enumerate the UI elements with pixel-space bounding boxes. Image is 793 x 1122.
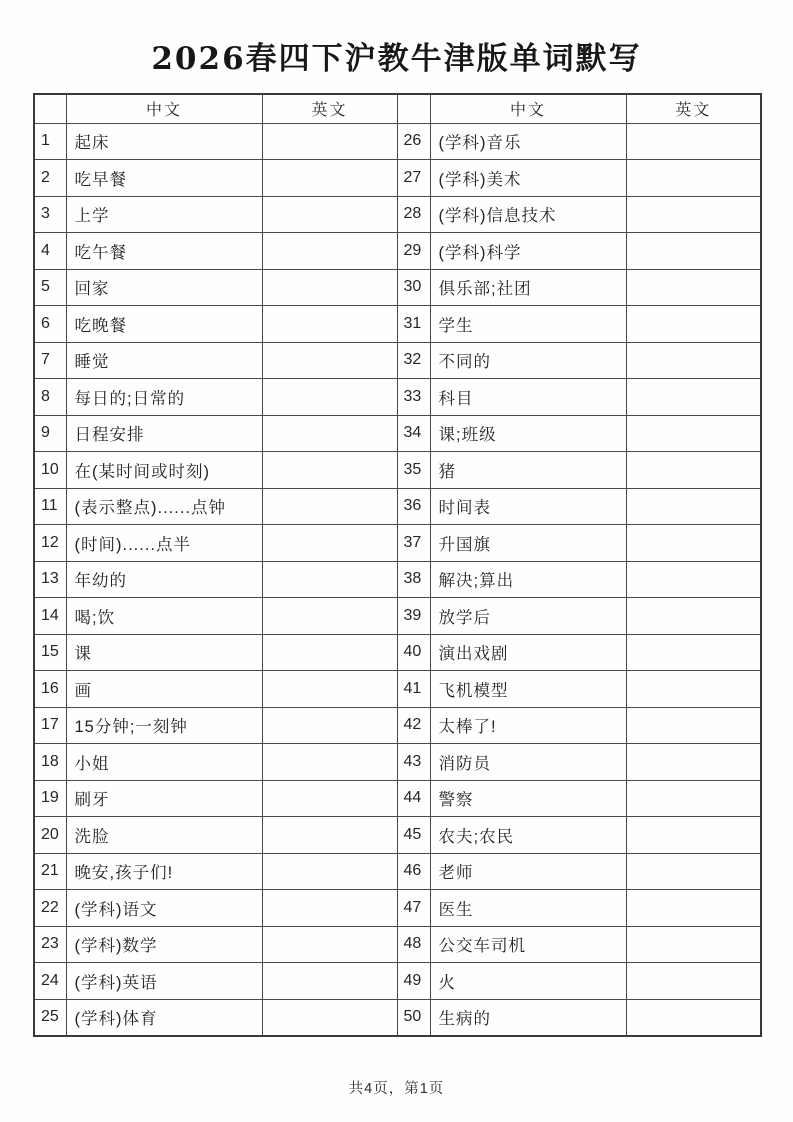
english-answer-blank <box>626 233 761 270</box>
row-number: 38 <box>397 561 430 598</box>
english-answer-blank <box>626 853 761 890</box>
english-answer-blank <box>262 123 397 160</box>
table-row <box>34 707 761 744</box>
table-row <box>34 123 761 160</box>
chinese-term: (表示整点)......点钟 <box>66 488 262 525</box>
chinese-term: 上学 <box>66 196 262 233</box>
row-number: 44 <box>397 780 430 817</box>
header-row <box>34 94 761 123</box>
english-answer-blank <box>262 452 397 489</box>
table-row <box>34 196 761 233</box>
english-answer-blank <box>262 671 397 708</box>
chinese-term: 小姐 <box>66 744 262 781</box>
chinese-term: 火 <box>430 963 626 1000</box>
english-answer-blank <box>262 342 397 379</box>
table-row <box>34 306 761 343</box>
chinese-term: 演出戏剧 <box>430 634 626 671</box>
row-number: 12 <box>34 525 66 562</box>
chinese-term: 刷牙 <box>66 780 262 817</box>
row-number: 21 <box>34 853 66 890</box>
english-answer-blank <box>262 744 397 781</box>
header-english-right: 英文 <box>626 94 761 123</box>
english-answer-blank <box>626 963 761 1000</box>
row-number: 35 <box>397 452 430 489</box>
chinese-term: (时间)......点半 <box>66 525 262 562</box>
english-answer-blank <box>626 342 761 379</box>
row-number: 25 <box>34 999 66 1036</box>
english-answer-blank <box>626 780 761 817</box>
row-number: 49 <box>397 963 430 1000</box>
english-answer-blank <box>262 817 397 854</box>
english-answer-blank <box>626 561 761 598</box>
chinese-term: 农夫;农民 <box>430 817 626 854</box>
english-answer-blank <box>262 488 397 525</box>
vocab-table <box>33 93 762 1037</box>
table-row <box>34 744 761 781</box>
table-row <box>34 598 761 635</box>
chinese-term: 起床 <box>66 123 262 160</box>
english-answer-blank <box>262 780 397 817</box>
row-number: 20 <box>34 817 66 854</box>
table-row <box>34 926 761 963</box>
chinese-term: 回家 <box>66 269 262 306</box>
english-answer-blank <box>262 963 397 1000</box>
chinese-term: 睡觉 <box>66 342 262 379</box>
row-number: 47 <box>397 890 430 927</box>
table-row <box>34 160 761 197</box>
chinese-term: (学科)体育 <box>66 999 262 1036</box>
english-answer-blank <box>262 634 397 671</box>
english-answer-blank <box>626 634 761 671</box>
row-number: 40 <box>397 634 430 671</box>
table-row <box>34 780 761 817</box>
row-number: 50 <box>397 999 430 1036</box>
table-row <box>34 342 761 379</box>
row-number: 28 <box>397 196 430 233</box>
chinese-term: 不同的 <box>430 342 626 379</box>
chinese-term: 学生 <box>430 306 626 343</box>
row-number: 22 <box>34 890 66 927</box>
english-answer-blank <box>626 817 761 854</box>
row-number: 11 <box>34 488 66 525</box>
row-number: 39 <box>397 598 430 635</box>
table-row <box>34 634 761 671</box>
chinese-term: 年幼的 <box>66 561 262 598</box>
chinese-term: 晚安,孩子们! <box>66 853 262 890</box>
english-answer-blank <box>626 744 761 781</box>
row-number: 36 <box>397 488 430 525</box>
chinese-term: 放学后 <box>430 598 626 635</box>
table-row <box>34 999 761 1036</box>
table-row <box>34 963 761 1000</box>
english-answer-blank <box>262 269 397 306</box>
row-number: 33 <box>397 379 430 416</box>
row-number: 26 <box>397 123 430 160</box>
chinese-term: 每日的;日常的 <box>66 379 262 416</box>
english-answer-blank <box>626 306 761 343</box>
chinese-term: (学科)科学 <box>430 233 626 270</box>
chinese-term: (学科)数学 <box>66 926 262 963</box>
table-row <box>34 525 761 562</box>
row-number: 34 <box>397 415 430 452</box>
row-number: 7 <box>34 342 66 379</box>
english-answer-blank <box>626 488 761 525</box>
english-answer-blank <box>626 196 761 233</box>
row-number: 3 <box>34 196 66 233</box>
english-answer-blank <box>626 160 761 197</box>
row-number: 6 <box>34 306 66 343</box>
english-answer-blank <box>262 525 397 562</box>
chinese-term: 吃晚餐 <box>66 306 262 343</box>
english-answer-blank <box>626 415 761 452</box>
chinese-term: 猪 <box>430 452 626 489</box>
chinese-term: 喝;饮 <box>66 598 262 635</box>
chinese-term: 洗脸 <box>66 817 262 854</box>
english-answer-blank <box>626 598 761 635</box>
table-row <box>34 561 761 598</box>
english-answer-blank <box>626 379 761 416</box>
row-number: 32 <box>397 342 430 379</box>
header-chinese-right: 中文 <box>430 94 626 123</box>
row-number: 9 <box>34 415 66 452</box>
row-number: 37 <box>397 525 430 562</box>
chinese-term: 课;班级 <box>430 415 626 452</box>
chinese-term: 日程安排 <box>66 415 262 452</box>
header-num-right <box>397 94 430 123</box>
english-answer-blank <box>262 707 397 744</box>
chinese-term: 吃早餐 <box>66 160 262 197</box>
row-number: 5 <box>34 269 66 306</box>
english-answer-blank <box>262 890 397 927</box>
row-number: 18 <box>34 744 66 781</box>
row-number: 30 <box>397 269 430 306</box>
row-number: 2 <box>34 160 66 197</box>
english-answer-blank <box>626 890 761 927</box>
chinese-term: (学科)美术 <box>430 160 626 197</box>
english-answer-blank <box>626 926 761 963</box>
english-answer-blank <box>626 707 761 744</box>
chinese-term: (学科)语文 <box>66 890 262 927</box>
chinese-term: (学科)信息技术 <box>430 196 626 233</box>
row-number: 23 <box>34 926 66 963</box>
chinese-term: 时间表 <box>430 488 626 525</box>
english-answer-blank <box>626 525 761 562</box>
english-answer-blank <box>262 598 397 635</box>
row-number: 46 <box>397 853 430 890</box>
english-answer-blank <box>626 452 761 489</box>
row-number: 1 <box>34 123 66 160</box>
row-number: 13 <box>34 561 66 598</box>
english-answer-blank <box>626 999 761 1036</box>
row-number: 29 <box>397 233 430 270</box>
page-title: 2026春四下沪教牛津版单词默写 <box>151 41 642 77</box>
english-answer-blank <box>262 160 397 197</box>
row-number: 43 <box>397 744 430 781</box>
chinese-term: 画 <box>66 671 262 708</box>
row-number: 16 <box>34 671 66 708</box>
table-row <box>34 233 761 270</box>
table-row <box>34 269 761 306</box>
chinese-term: 课 <box>66 634 262 671</box>
table-row <box>34 853 761 890</box>
table-row <box>34 817 761 854</box>
chinese-term: 俱乐部;社团 <box>430 269 626 306</box>
english-answer-blank <box>626 269 761 306</box>
table-row <box>34 452 761 489</box>
row-number: 15 <box>34 634 66 671</box>
row-number: 24 <box>34 963 66 1000</box>
chinese-term: 医生 <box>430 890 626 927</box>
english-answer-blank <box>262 196 397 233</box>
english-answer-blank <box>626 671 761 708</box>
row-number: 48 <box>397 926 430 963</box>
chinese-term: 消防员 <box>430 744 626 781</box>
table-row <box>34 415 761 452</box>
english-answer-blank <box>262 306 397 343</box>
row-number: 17 <box>34 707 66 744</box>
chinese-term: 公交车司机 <box>430 926 626 963</box>
chinese-term: 科目 <box>430 379 626 416</box>
english-answer-blank <box>262 233 397 270</box>
chinese-term: 吃午餐 <box>66 233 262 270</box>
english-answer-blank <box>262 379 397 416</box>
chinese-term: 解决;算出 <box>430 561 626 598</box>
english-answer-blank <box>262 853 397 890</box>
chinese-term: 生病的 <box>430 999 626 1036</box>
table-row <box>34 488 761 525</box>
table-row <box>34 671 761 708</box>
row-number: 31 <box>397 306 430 343</box>
row-number: 10 <box>34 452 66 489</box>
row-number: 45 <box>397 817 430 854</box>
row-number: 42 <box>397 707 430 744</box>
header-chinese-left: 中文 <box>66 94 262 123</box>
chinese-term: 警察 <box>430 780 626 817</box>
english-answer-blank <box>262 561 397 598</box>
chinese-term: 飞机模型 <box>430 671 626 708</box>
chinese-term: 15分钟;一刻钟 <box>66 707 262 744</box>
chinese-term: (学科)英语 <box>66 963 262 1000</box>
chinese-term: (学科)音乐 <box>430 123 626 160</box>
row-number: 8 <box>34 379 66 416</box>
row-number: 19 <box>34 780 66 817</box>
english-answer-blank <box>262 926 397 963</box>
row-number: 4 <box>34 233 66 270</box>
english-answer-blank <box>262 999 397 1036</box>
page-footer: 共4页，第1页 <box>348 1081 445 1097</box>
row-number: 27 <box>397 160 430 197</box>
chinese-term: 升国旗 <box>430 525 626 562</box>
table-row <box>34 890 761 927</box>
chinese-term: 老师 <box>430 853 626 890</box>
chinese-term: 在(某时间或时刻) <box>66 452 262 489</box>
english-answer-blank <box>626 123 761 160</box>
english-answer-blank <box>262 415 397 452</box>
table-body <box>34 123 761 1036</box>
header-english-left: 英文 <box>262 94 397 123</box>
row-number: 41 <box>397 671 430 708</box>
header-num-left <box>34 94 66 123</box>
chinese-term: 太棒了! <box>430 707 626 744</box>
row-number: 14 <box>34 598 66 635</box>
table-row <box>34 379 761 416</box>
